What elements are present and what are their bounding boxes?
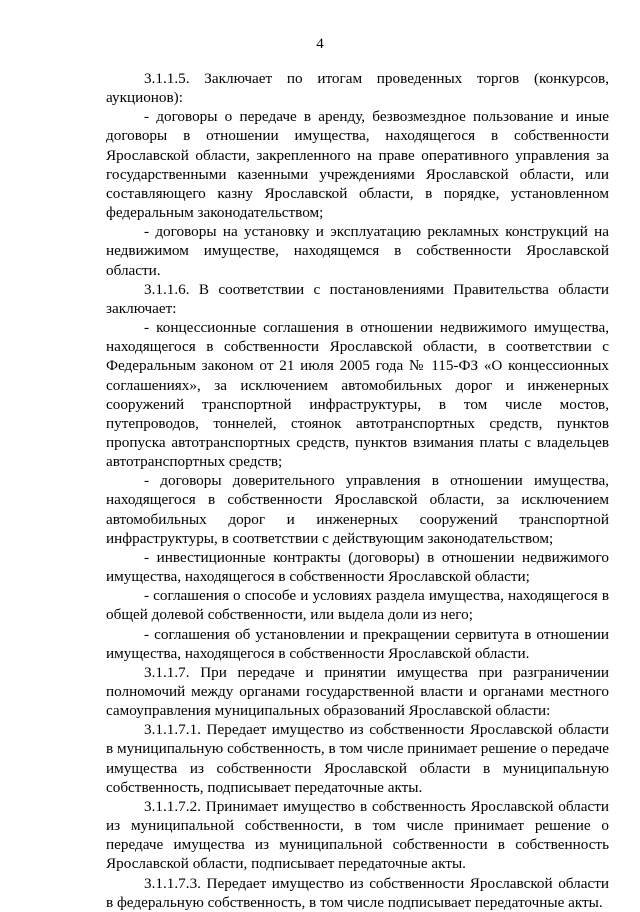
- paragraph-3-1-1-7: 3.1.1.7. При передаче и принятии имущества при разграничении полномочий между органами государственной власти и органами местного самоуправления муниципальных образований Ярославской области:: [106, 663, 609, 720]
- document-body: [106, 69, 609, 912]
- paragraph-3-1-1-7-1: 3.1.1.7.1. Передает имущество из собственности Ярославской области в муниципальную собственность, в том числе принимает решение о передаче имущества из собственности Ярославской области в муниципальную собственность, подписывает передаточные акты.: [106, 721, 609, 796]
- paragraph-3-1-1-7-2: 3.1.1.7.2. Принимает имущество в собственность Ярославской области из муниципальной собственности, в том числе принимает решение о передаче имущества из муниципальной собственности в собственность Ярославской области, подписывает передаточные акты.: [106, 797, 609, 873]
- list-item-concession-agreements: - концессионные соглашения в отношении недвижимого имущества, находящегося в собственности Ярославской области, в соответствии с Федеральным законом от 21 июля 2005 года № 115-ФЗ «О концессионных соглашениях», за исключением автомобильных дорог и инженерных сооружений транспортной инфраструктуры, в том числе мостов, путепроводов, тоннелей, стоянок автотранспортных средств, пунктов пропуска автотранспортных средств, пунктов взимания платы с владельцев автотранспортных средств;: [106, 319, 609, 471]
- paragraph-3-1-1-5: 3.1.1.5. Заключает по итогам проведенных торгов (конкурсов, аукционов):: [106, 70, 609, 107]
- list-item-lease-contracts: - договоры о передаче в аренду, безвозмездное пользование и иные договоры в отношении имущества, находящегося в собственности Ярославской области, закрепленного на праве оперативного управления за государственными казенными учреждениями Ярославской области, или составляющего казну Ярославской области, в порядке, установленном федеральным законодательством;: [106, 108, 609, 222]
- paragraph-3-1-1-6: 3.1.1.6. В соответствии с постановлениями Правительства области заключает:: [106, 280, 609, 317]
- page-number: 4: [316, 36, 324, 52]
- list-item-advertising-contracts: - договоры на установку и эксплуатацию рекламных конструкций на недвижимом имуществе, находящемся в собственности Ярославской области.: [106, 223, 609, 279]
- list-item-investment-contracts: - инвестиционные контракты (договоры) в отношении недвижимого имущества, находящегося в собственности Ярославской области;: [106, 548, 609, 586]
- list-item-property-division: - соглашения о способе и условиях раздела имущества, находящегося в общей долевой собственности, или выдела доли из него;: [106, 587, 609, 624]
- list-item-trust-management: - договоры доверительного управления в отношении имущества, находящегося в собственности Ярославской области, за исключением автомобильных дорог и инженерных сооружений транспортной инфраструктуры, в соответствии с действующим законодательством;: [106, 472, 609, 547]
- paragraph-3-1-1-7-3: 3.1.1.7.3. Передает имущество из собственности Ярославской области в федеральную собственность, в том числе подписывает передаточные акты.: [106, 874, 609, 911]
- list-item-servitude: - соглашения об установлении и прекращении сервитута в отношении имущества, находящегося в собственности Ярославской области.: [106, 625, 609, 662]
